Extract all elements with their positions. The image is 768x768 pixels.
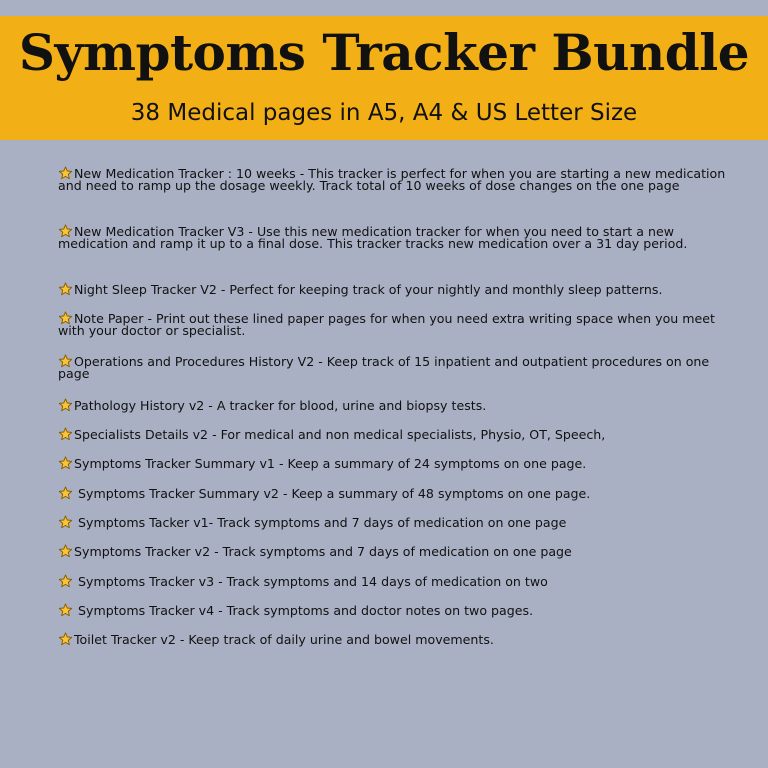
list-item	[58, 603, 726, 617]
list-item-text: Note Paper - Print out these lined paper pages for when you need extra writing space when you meet with your doctor or specialist.	[58, 311, 715, 338]
star-icon	[58, 456, 73, 470]
star-icon	[58, 486, 73, 500]
star-icon	[58, 427, 73, 441]
list-item	[58, 224, 726, 250]
list-item	[58, 544, 726, 558]
list-item-text: Symptoms Tracker v3 - Track symptoms and 14 days of medication on two	[74, 574, 548, 589]
list-item-text: Symptoms Tracker v2 - Track symptoms and 7 days of medication on one page	[74, 544, 572, 559]
list-item-text: New Medication Tracker : 10 weeks - This tracker is perfect for when you are starting a new medication and need to ramp up the dosage weekly. Track total of 10 weeks of dose changes on the one page	[58, 166, 726, 193]
list-item	[58, 354, 726, 380]
list-item-text: Symptoms Tracker v4 - Track symptoms and doctor notes on two pages.	[74, 603, 534, 618]
list-item-text: Night Sleep Tracker V2 - Perfect for keeping track of your nightly and monthly sleep patterns.	[74, 282, 663, 297]
star-icon	[58, 632, 73, 646]
star-icon	[58, 544, 73, 558]
list-item	[58, 632, 726, 646]
list-item	[58, 456, 726, 470]
list-item-text: Toilet Tracker v2 - Keep track of daily urine and bowel movements.	[74, 632, 494, 647]
list-item	[58, 166, 726, 192]
list-item-text: Symptoms Tracker Summary v1 - Keep a summary of 24 symptoms on one page.	[74, 456, 587, 471]
list-item-text: Operations and Procedures History V2 - Keep track of 15 inpatient and outpatient procedures on one page	[58, 354, 710, 381]
list-item-text: Symptoms Tacker v1- Track symptoms and 7 days of medication on one page	[74, 515, 567, 530]
page-subtitle: 38 Medical pages in A5, A4 & US Letter Size	[130, 100, 638, 126]
star-icon	[58, 398, 73, 412]
star-icon	[58, 515, 73, 529]
list-item	[58, 427, 726, 441]
list-item	[58, 398, 726, 412]
star-icon	[58, 603, 73, 617]
list-item-text: Pathology History v2 - A tracker for blood, urine and biopsy tests.	[74, 398, 487, 413]
page-title: Symptoms Tracker Bundle	[18, 23, 750, 82]
list-item	[58, 486, 726, 500]
star-icon	[58, 574, 73, 588]
list-item	[58, 574, 726, 588]
list-item-text: Specialists Details v2 - For medical and non medical specialists, Physio, OT, Speech,	[74, 427, 606, 442]
list-item	[58, 282, 726, 296]
list-item	[58, 515, 726, 529]
star-icon	[58, 282, 73, 296]
list-item	[58, 311, 726, 337]
list-item-text: New Medication Tracker V3 - Use this new medication tracker for when you need to start a new medication and ramp it up to a final dose. This tracker tracks new medication over a 31 day period.	[58, 224, 688, 251]
list-item-text: Symptoms Tracker Summary v2 - Keep a summary of 48 symptoms on one page.	[74, 486, 591, 501]
